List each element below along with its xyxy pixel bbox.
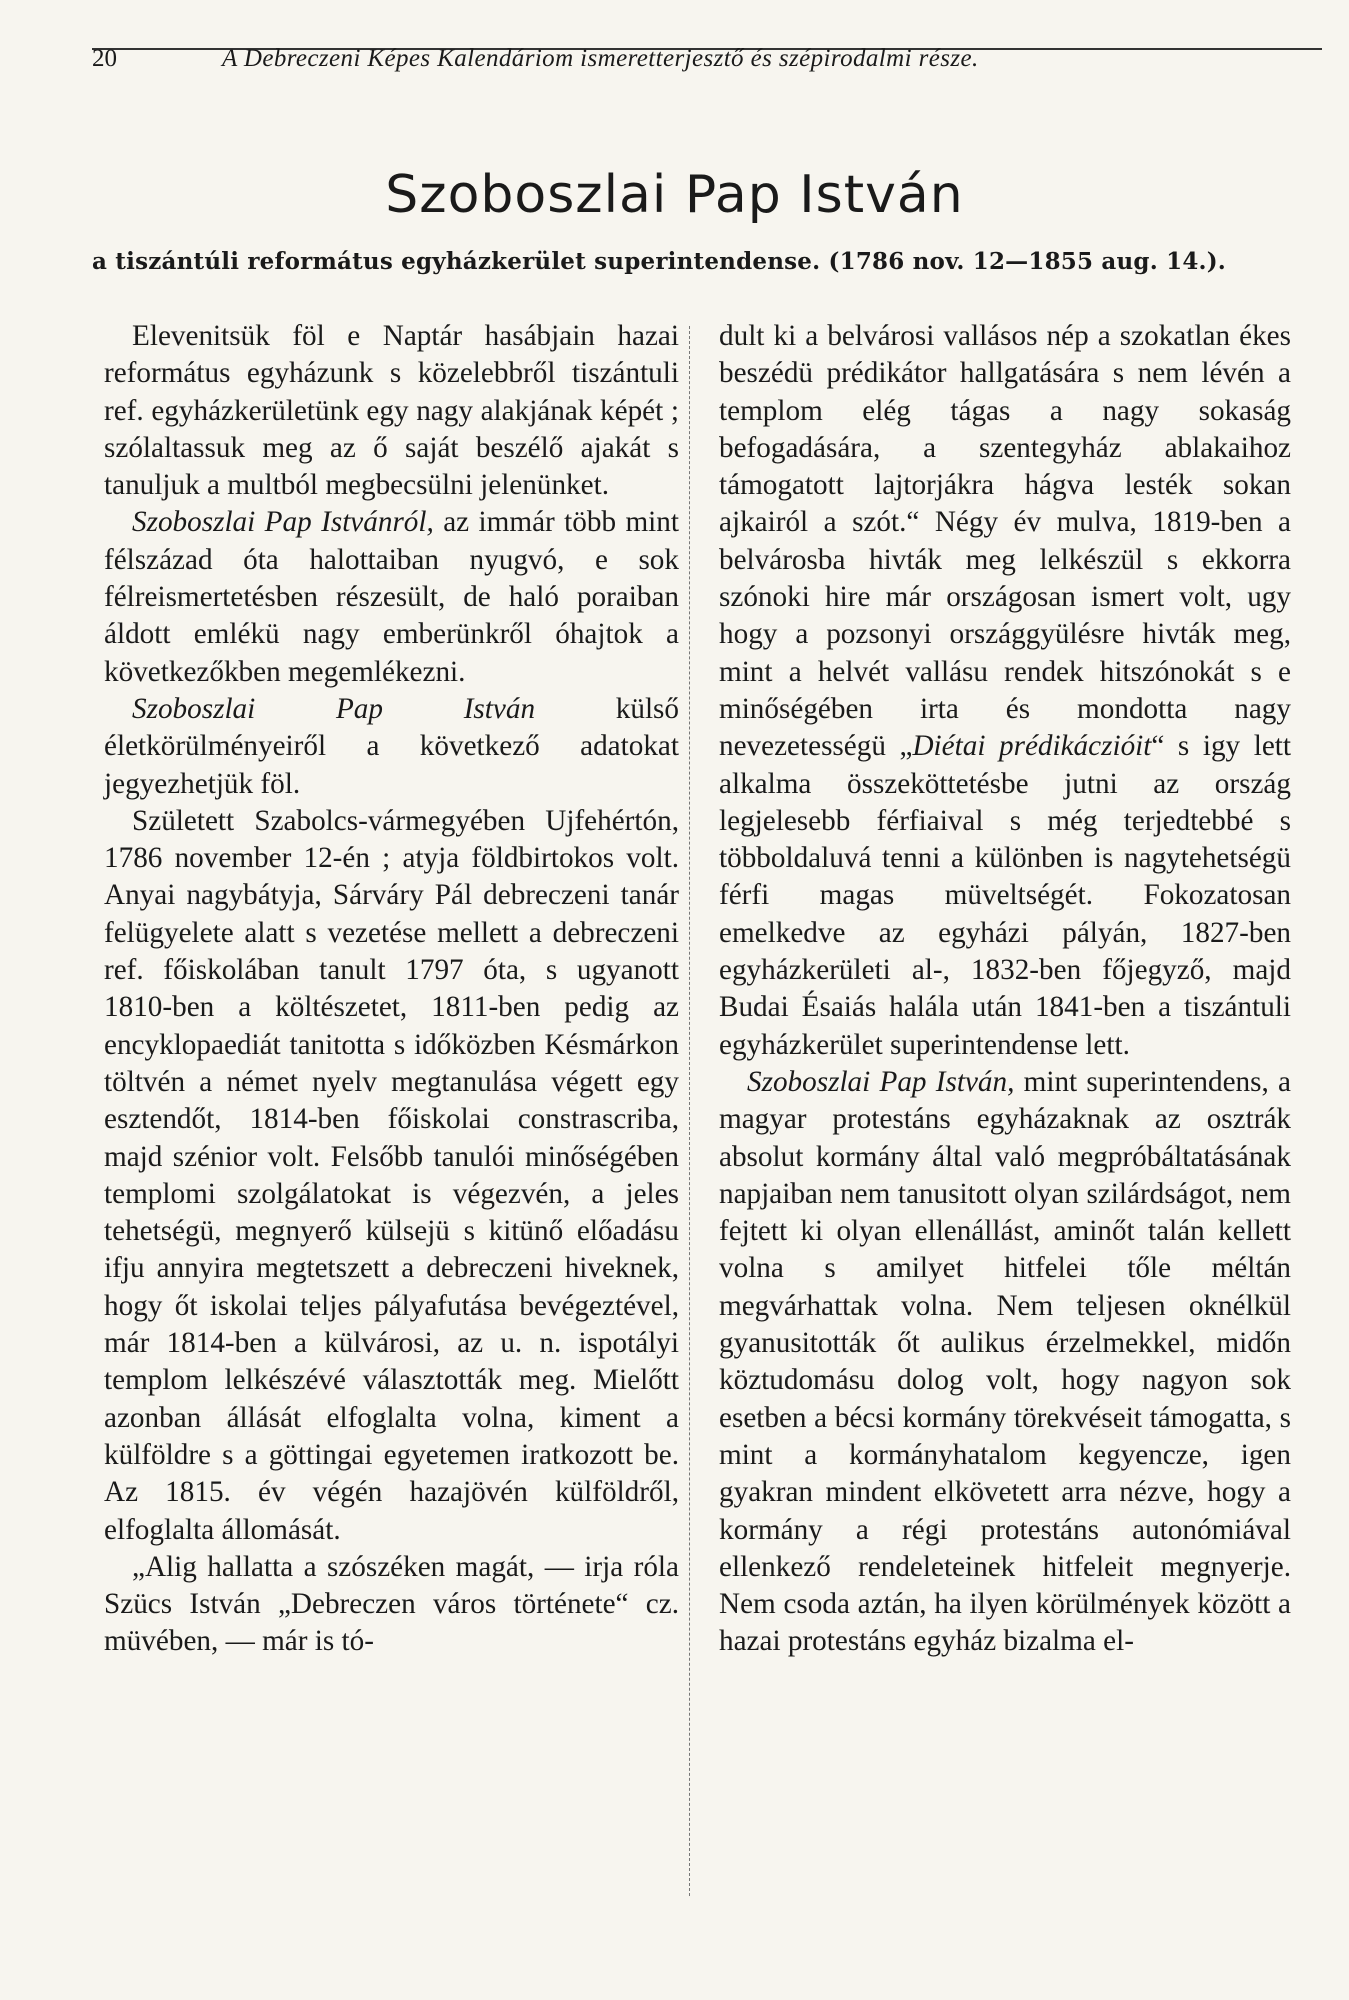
page-number: 20 xyxy=(92,45,117,72)
paragraph: dult ki a belvárosi vallásos nép a szokatlan ékes beszédü prédikátor hallgatására s nem lévén a templom elég tágas a nagy sokaság befogadására, a szentegyház ablakaihoz támogatott lajtorjákra hágva lesték sokan ajkairól a szót.“ Négy év mulva, 1819-ben a belvárosba hivták meg lelkészül s ekkorra szónoki hire már országosan ismert volt, ugy hogy a pozsonyi országgyülésre hivták meg, mint a helvét vallásu rendek hitszónokát s e minőségében irta és mondotta nagy nevezetességü „Diétai prédikáczióit“ s igy lett alkalma összeköttetésbe jutni az ország legjelesebb férfiaival s még terjedtebbé s többoldaluvá tenni a különben is nagytehetségü férfi magas müveltségét. Fokozatosan emelkedve az egyházi pályán, 1827-ben egyházkerületi al-, 1832-ben főjegyző, majd Budai Ésaiás halála után 1841-ben a tiszántuli egyházkerület superintendense lett. xyxy=(719,320,1291,1061)
paragraph: Szoboszlai Pap István, mint superintendens, a magyar protestáns egyházaknak az osztrák absolut kormány által való megpróbáltatásának napjaiban nem tanusitott olyan szilárdságot, nem fejtett ki olyan ellenállást, aminőt talán kellett volna s amilyet hitfelei tőle méltán megvárhattak volna. Nem teljesen oknélkül gyanusitották őt aulikus érzelmekkel, midőn köztudomásu dolog volt, hogy nagyon sok esetben a bécsi kormány törekvéseit támogatta, s mint a kormányhatalom kegyencze, igen gyakran mindent elkövetett arra nézve, hogy a kormány a régi protestáns autonómiával ellenkező rendeleteinek hitfeleit megnyerje. Nem csoda aztán, ha ilyen körülmények között a hazai protestáns egyház bizalma el- xyxy=(719,1065,1291,1658)
emphasis-name: Szoboszlai Pap Istvánról, xyxy=(132,506,434,539)
column-divider xyxy=(689,326,690,1896)
running-header xyxy=(92,42,1322,72)
article-subtitle: a tiszántúli református egyházkerület superintendense. (1786 nov. 12—1855 aug. 14.). xyxy=(92,248,1227,275)
paragraph: Szoboszlai Pap István külső életkörülményeiről a következő adatokat jegyezhetjük föl. xyxy=(104,692,680,800)
left-column xyxy=(104,318,679,1661)
paragraph: Született Szabolcs-vármegyében Ujfehértón, 1786 november 12-én ; atyja földbirtokos volt. Anyai nagybátyja, Sárváry Pál debreczeni tanár felügyelete alatt s vezetése mellett a debreczeni ref. főiskolában tanult 1797 óta, s ugyanott 1810-ben a költészetet, 1811-ben pedig az encyklopaediát tanitotta s időközben Késmárkon töltvén a német nyelv megtanulása végett egy esztendőt, 1814-ben főiskolai constrascriba, majd szénior volt. Felsőbb tanulói minőségében templomi szolgálatokat is végezvén, a jeles tehetségü, megnyerő külsejü s kitünő előadásu ifju annyira megtetszett a debreczeni hiveknek, hogy őt iskolai teljes pályafutása bevégeztével, már 1814-ben a külvárosi, az u. n. ispotályi templom lelkészévé választották meg. Mielőtt azonban állását elfoglalta volna, kiment a külföldre s a göttingai egyetemen iratkozott be. Az 1815. év végén hazajövén külföldről, elfoglalta állomását. xyxy=(104,804,679,1546)
emphasis-name: Szoboszlai Pap István xyxy=(132,692,536,725)
paragraph: „Alig hallatta a szószéken magát, — irja róla Szücs István „Debreczen város története“ cz. müvében, — már is tó- xyxy=(104,1550,679,1658)
emphasis-title: Diétai prédikáczióit xyxy=(912,730,1152,763)
running-title: A Debreczeni Képes Kalendáriom ismeretterjesztő és szépirodalmi része. xyxy=(222,45,979,72)
article-title: Szoboszlai Pap István xyxy=(385,165,964,225)
right-column xyxy=(719,318,1291,1661)
paragraph: Elevenitsük föl e Naptár hasábjain hazai református egyházunk s közelebbről tiszántuli ref. egyházkerületünk egy nagy alakjának képét ; szólaltassuk meg az ő saját beszélő ajakát s tanuljuk a multból megbecsülni jelenünket. xyxy=(104,320,679,502)
emphasis-name: Szoboszlai Pap István, xyxy=(747,1065,1015,1098)
paragraph: Szoboszlai Pap Istvánról, az immár több mint félszázad óta halottaiban nyugvó, e sok félreismertetésben részesült, de haló poraiban áldott emlékü nagy emberünkről óhajtok a következőkben megemlékezni. xyxy=(104,506,679,688)
